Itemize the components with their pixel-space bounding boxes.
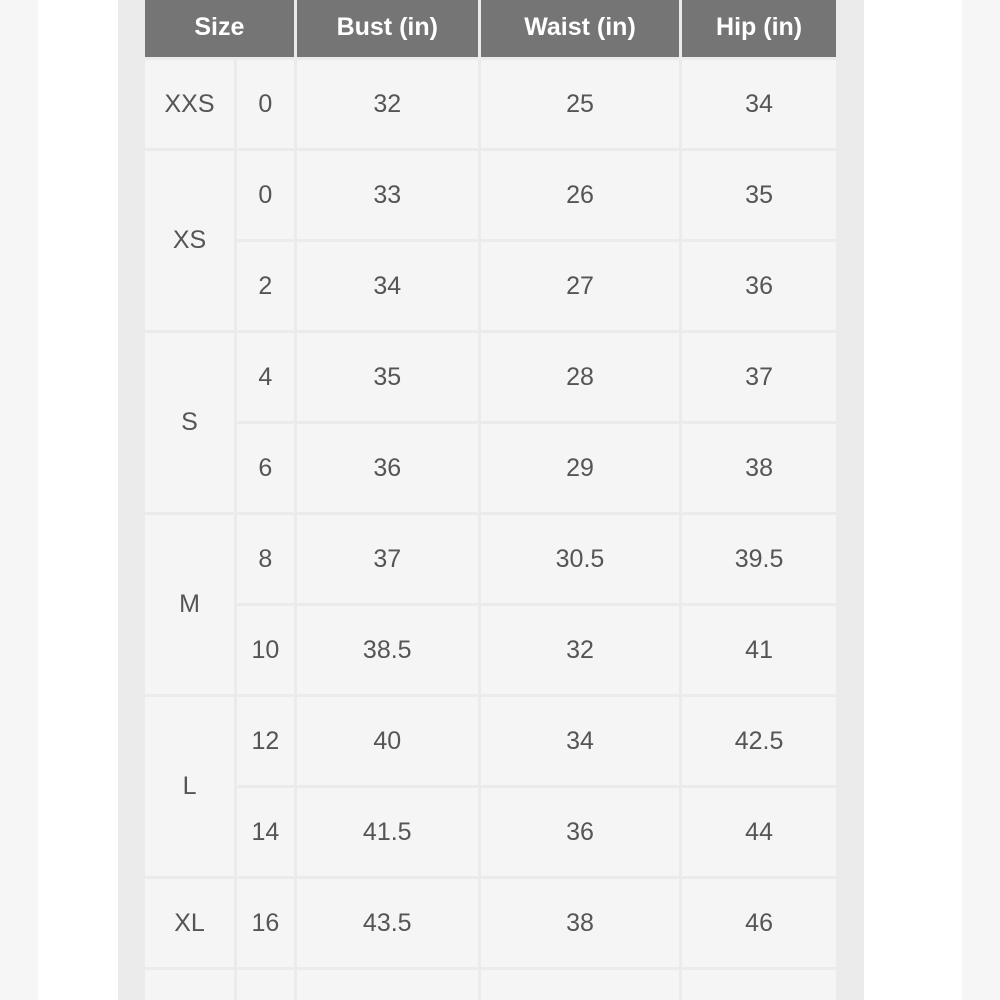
bust-value: 43.5	[297, 879, 478, 967]
size-number: 0	[237, 151, 294, 239]
table-row	[145, 515, 836, 603]
table-row	[145, 697, 836, 785]
table-row	[145, 333, 836, 421]
size-number: 6	[237, 424, 294, 512]
hip-value: 34	[682, 60, 836, 148]
table-row	[145, 424, 836, 512]
bust-value: 41.5	[297, 788, 478, 876]
size-number: 0	[237, 60, 294, 148]
size-number: 2	[237, 242, 294, 330]
size-label: XL	[145, 879, 234, 967]
empty-cell	[237, 970, 294, 1000]
hip-value: 41	[682, 606, 836, 694]
bust-value: 38.5	[297, 606, 478, 694]
waist-value: 25	[481, 60, 679, 148]
hip-value: 38	[682, 424, 836, 512]
size-chart-table-wrap	[142, 0, 839, 1000]
waist-value: 32	[481, 606, 679, 694]
size-label: M	[145, 515, 234, 694]
hip-value: 37	[682, 333, 836, 421]
header-waist: Waist (in)	[481, 0, 679, 57]
waist-value: 28	[481, 333, 679, 421]
waist-value: 29	[481, 424, 679, 512]
size-number: 14	[237, 788, 294, 876]
size-number: 16	[237, 879, 294, 967]
hip-value: 35	[682, 151, 836, 239]
table-row	[145, 151, 836, 239]
empty-cell	[481, 970, 679, 1000]
size-label: L	[145, 697, 234, 876]
header-row	[145, 0, 836, 57]
waist-value: 34	[481, 697, 679, 785]
hip-value: 44	[682, 788, 836, 876]
bust-value: 32	[297, 60, 478, 148]
size-number: 12	[237, 697, 294, 785]
size-chart-table	[142, 0, 839, 1000]
table-row	[145, 60, 836, 148]
bust-value: 33	[297, 151, 478, 239]
table-row-partial	[145, 970, 836, 1000]
header-bust: Bust (in)	[297, 0, 478, 57]
size-label: XXS	[145, 60, 234, 148]
table-row	[145, 242, 836, 330]
waist-value: 36	[481, 788, 679, 876]
bust-value: 37	[297, 515, 478, 603]
header-size: Size	[145, 0, 294, 57]
hip-value: 39.5	[682, 515, 836, 603]
bust-value: 40	[297, 697, 478, 785]
waist-value: 26	[481, 151, 679, 239]
size-number: 8	[237, 515, 294, 603]
waist-value: 38	[481, 879, 679, 967]
hip-value: 36	[682, 242, 836, 330]
table-row	[145, 606, 836, 694]
size-label: S	[145, 333, 234, 512]
header-hip: Hip (in)	[682, 0, 836, 57]
bust-value: 35	[297, 333, 478, 421]
waist-value: 27	[481, 242, 679, 330]
size-number: 10	[237, 606, 294, 694]
bust-value: 36	[297, 424, 478, 512]
hip-value: 42.5	[682, 697, 836, 785]
size-label: XS	[145, 151, 234, 330]
empty-cell	[682, 970, 836, 1000]
size-number: 4	[237, 333, 294, 421]
waist-value: 30.5	[481, 515, 679, 603]
table-row	[145, 879, 836, 967]
table-row	[145, 788, 836, 876]
empty-cell	[297, 970, 478, 1000]
empty-cell	[145, 970, 234, 1000]
bust-value: 34	[297, 242, 478, 330]
hip-value: 46	[682, 879, 836, 967]
